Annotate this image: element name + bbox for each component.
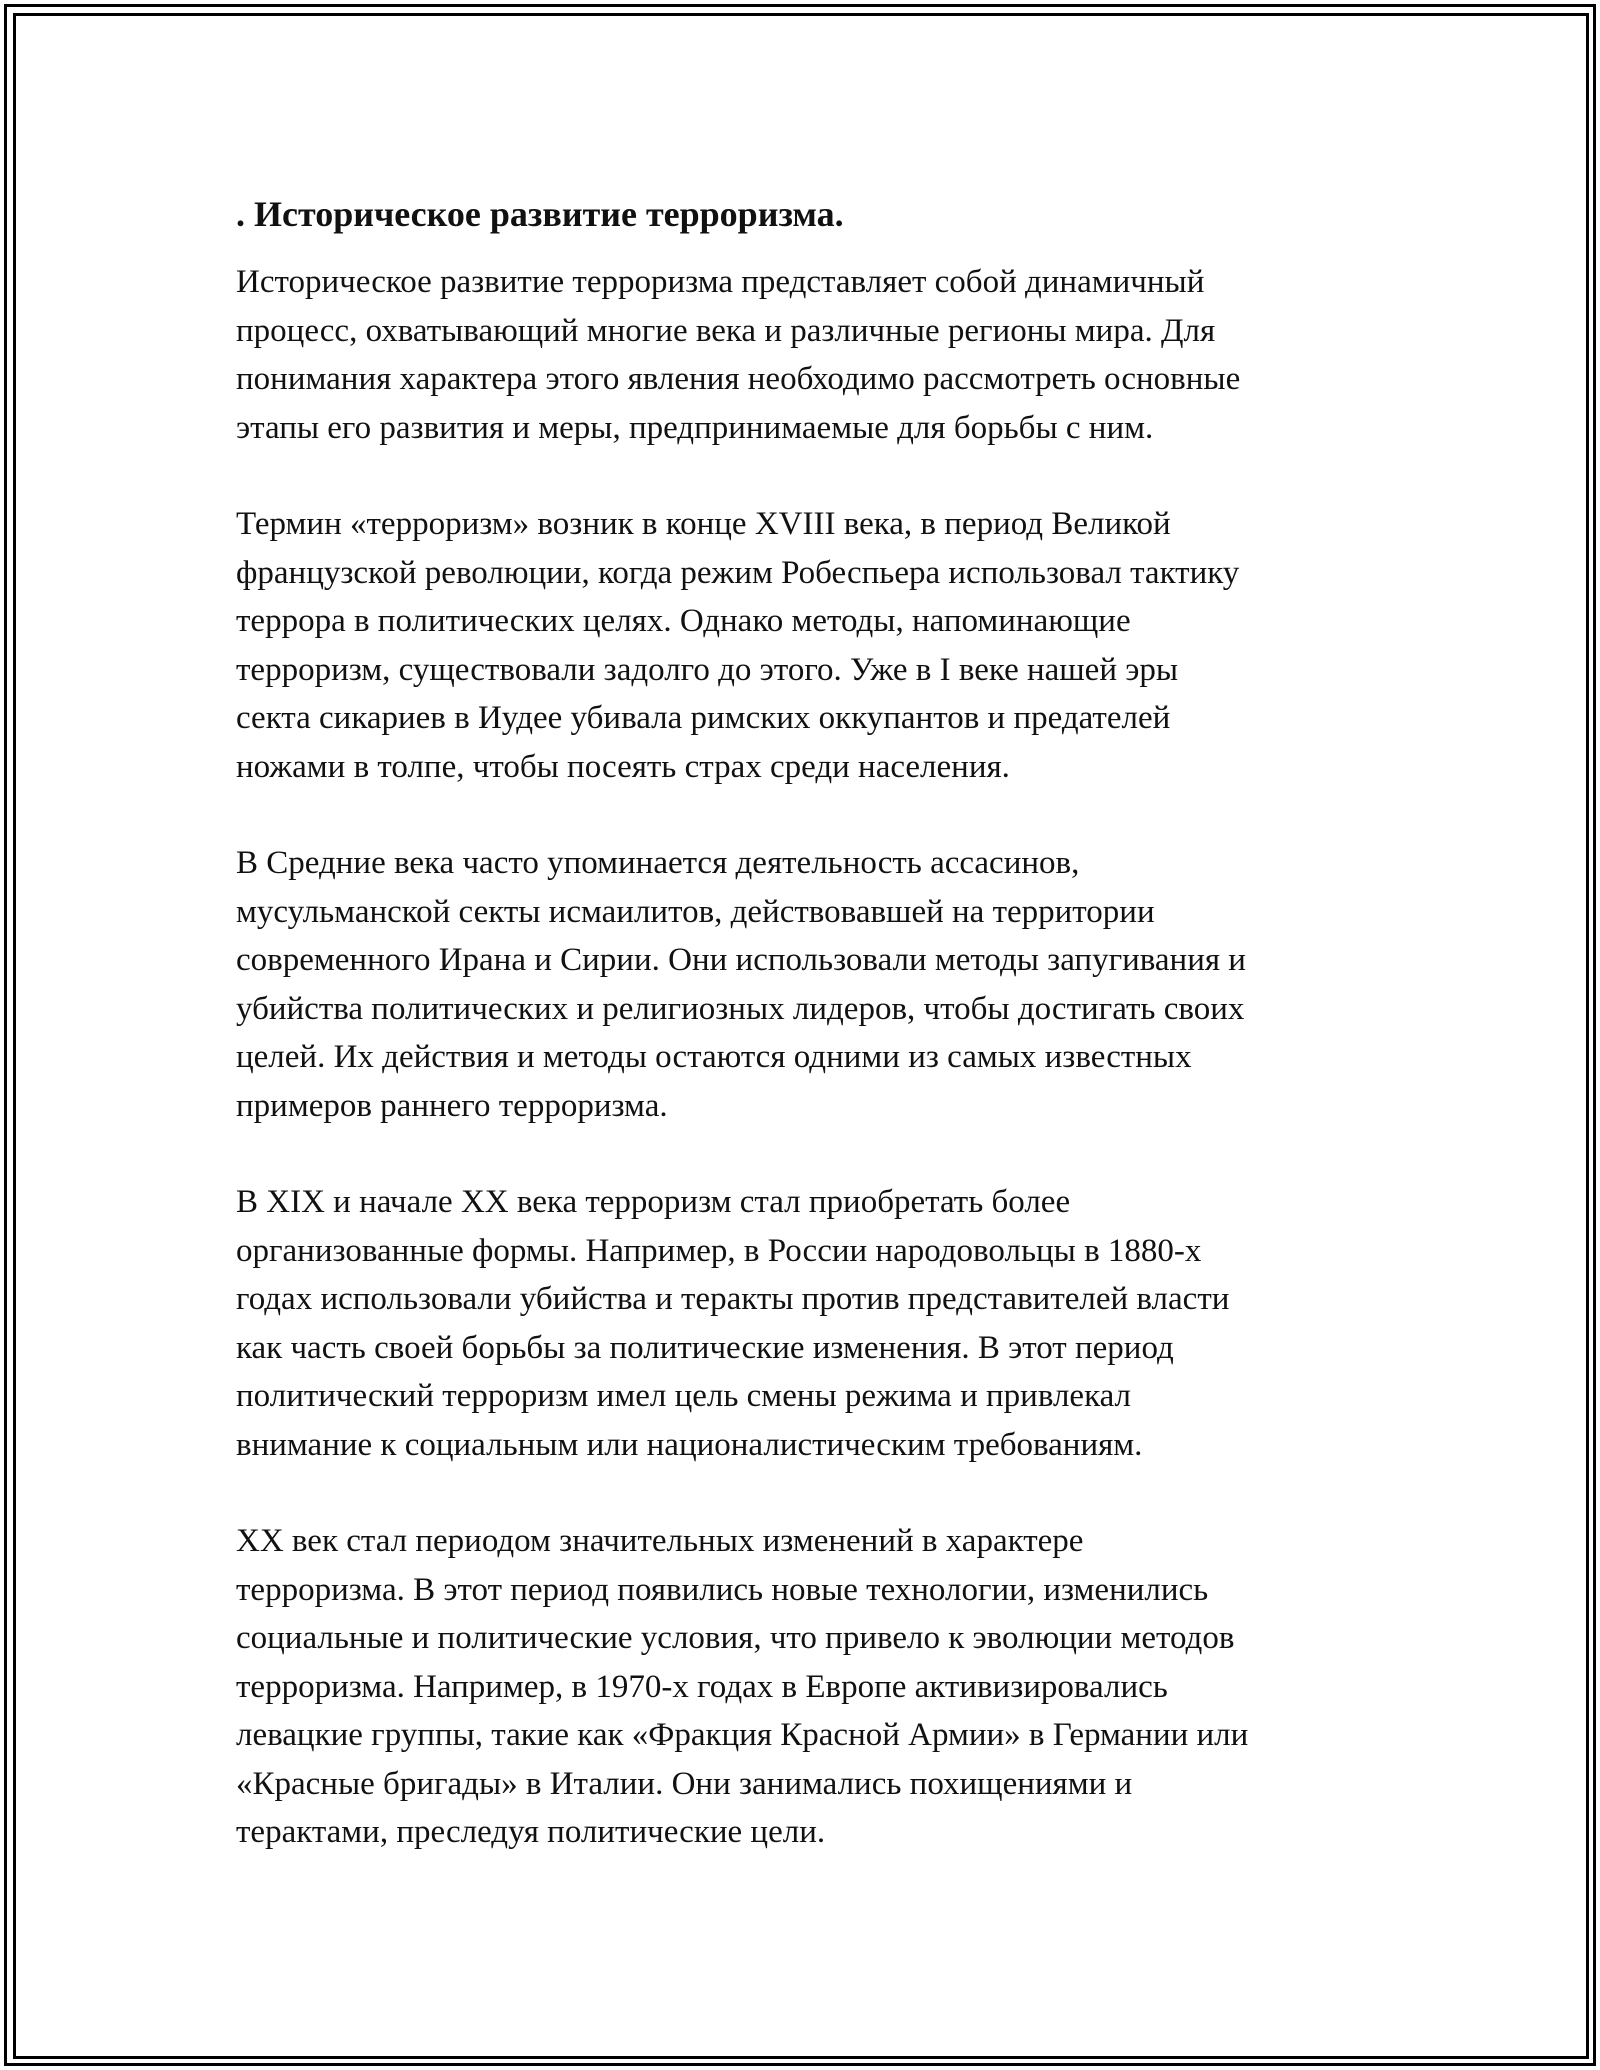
paragraph-term-origin: Термин «терроризм» возник в конце XVIII века, в период Великой французской революции, когда режим Робеспьера использовал тактику террора в политических целях. Однако методы, напоминающие терроризм, существовали задолго до этого. Уже в I веке нашей эры секта сикариев в Иудее убивала римских оккупантов и предателей ножами в толпе, чтобы посеять страх среди населения. [236, 506, 1240, 785]
paragraph-19th-20th-century: В XIX и начале XX века терроризм стал приобретать более организованные формы. Например, в России народовольцы в 1880-х годах использовали убийства и теракты против представителей власти как часть своей борьбы за политические изменения. В этот период политический терроризм имел цель смены режима и привлекал внимание к социальным или националистическим требованиям. [236, 1184, 1230, 1463]
paragraph-20th-century: XX век стал периодом значительных изменений в характере терроризма. В этот период появились новые технологии, изменились социальные и политические условия, что привело к эволюции методов терроризма. Например, в 1970-х годах в Европе активизировались левацкие группы, такие как «Фракция Красной Армии» в Германии или «Красные бригады» в Италии. Они занимались похищениями и терактами, преследуя политические цели. [236, 1523, 1249, 1850]
section-heading: . Историческое развитие терроризма. [236, 194, 844, 234]
paragraph-middle-ages: В Средние века часто упоминается деятельность ассасинов, мусульманской секты исмаилитов, действовавшей на территории современного Ирана и Сирии. Они использовали методы запугивания и убийства политических и религиозных лидеров, чтобы достигать своих целей. Их действия и методы остаются одними из самых известных примеров раннего терроризма. [236, 845, 1246, 1124]
document-body [236, 190, 1381, 1905]
paragraph-intro: Историческое развитие терроризма представляет собой динамичный процесс, охватывающий многие века и различные регионы мира. Для понимания характера этого явления необходимо рассмотреть основные этапы его развития и меры, предпринимаемые для борьбы с ним. [236, 264, 1241, 446]
